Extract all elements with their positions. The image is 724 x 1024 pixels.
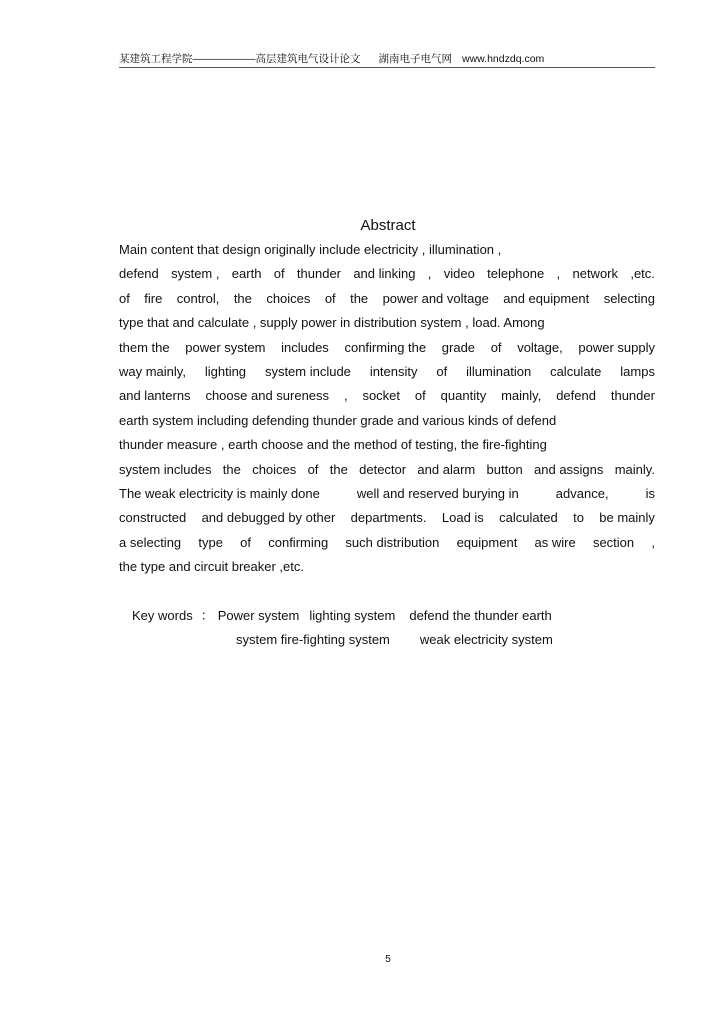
header-title: 某建筑工程学院——————高层建筑电气设计论文 — [119, 53, 361, 65]
abstract-text: control, — [176, 291, 220, 306]
abstract-text: of — [240, 535, 252, 550]
abstract-text: the — [350, 291, 369, 306]
abstract-text: way mainly, — [119, 364, 186, 379]
keyword-item: Power system — [217, 608, 300, 623]
header-site-name: 湖南电子电气网 — [378, 53, 452, 65]
abstract-line — [119, 388, 655, 404]
abstract-text: video — [443, 266, 475, 281]
abstract-line — [119, 291, 655, 307]
abstract-text: mainly, — [501, 388, 542, 403]
abstract-text: the — [233, 291, 252, 306]
abstract-text: is — [645, 486, 655, 501]
abstract-text: of — [324, 291, 336, 306]
abstract-text: telephone — [487, 266, 545, 281]
abstract-heading: Abstract — [360, 217, 416, 234]
abstract-line — [119, 413, 556, 429]
abstract-text: and assigns — [534, 462, 604, 477]
abstract-text: quantity — [440, 388, 487, 403]
abstract-text: mainly. — [614, 462, 655, 477]
running-header — [119, 52, 655, 68]
abstract-text: constructed — [119, 510, 187, 525]
abstract-text: power supply — [578, 340, 655, 355]
abstract-text: confirming the — [344, 340, 427, 355]
keywords-label: Key words — [132, 608, 193, 623]
keywords-separator: ： — [200, 608, 214, 623]
abstract-text: choose and sureness — [205, 388, 330, 403]
abstract-line — [119, 437, 547, 453]
abstract-text: to — [573, 510, 584, 525]
abstract-text: them the — [119, 340, 170, 355]
abstract-line — [119, 510, 655, 526]
abstract-text: the — [222, 462, 241, 477]
abstract-text: type — [198, 535, 223, 550]
abstract-text: , — [343, 388, 348, 403]
abstract-line — [119, 266, 655, 282]
abstract-text: system , — [171, 266, 220, 281]
abstract-text: defend — [119, 266, 159, 281]
abstract-text: equipment — [456, 535, 518, 550]
abstract-text: lamps — [620, 364, 655, 379]
abstract-line — [119, 340, 655, 356]
abstract-text: earth — [231, 266, 262, 281]
abstract-text: of — [436, 364, 448, 379]
header-divider — [119, 67, 655, 68]
abstract-text: , — [651, 535, 655, 550]
abstract-text: and linking — [353, 266, 416, 281]
abstract-line — [119, 462, 655, 478]
abstract-text: calculate — [550, 364, 602, 379]
abstract-text: and debugged by other — [201, 510, 336, 525]
abstract-text: choices — [266, 291, 311, 306]
abstract-text: and alarm — [417, 462, 476, 477]
abstract-text: system includes — [119, 462, 212, 477]
header-url: www.hndzdq.com — [462, 53, 545, 65]
abstract-text: such distribution — [345, 535, 440, 550]
abstract-text: calculated — [499, 510, 558, 525]
abstract-text: thunder — [610, 388, 655, 403]
abstract-text: Main content that design originally include electricity , illumination , — [119, 242, 502, 257]
abstract-text: power and voltage — [382, 291, 489, 306]
abstract-text: grade — [441, 340, 476, 355]
abstract-text: well and reserved burying in — [356, 486, 519, 501]
abstract-text: thunder measure , earth choose and the method of testing, the fire-fighting — [119, 437, 547, 452]
abstract-text: as wire — [534, 535, 576, 550]
abstract-text: thunder — [296, 266, 341, 281]
abstract-text: and lanterns — [119, 388, 191, 403]
abstract-line — [119, 559, 304, 575]
abstract-text: Load is — [441, 510, 484, 525]
abstract-text: voltage, — [517, 340, 563, 355]
abstract-text: intensity — [369, 364, 418, 379]
keywords-line-1 — [132, 608, 552, 624]
keywords-line-2 — [236, 632, 553, 648]
abstract-text: button — [486, 462, 523, 477]
keyword-item: defend the thunder earth — [409, 608, 552, 623]
abstract-text: network — [572, 266, 619, 281]
abstract-text: departments. — [350, 510, 427, 525]
abstract-text: system include — [264, 364, 351, 379]
abstract-text: includes — [281, 340, 329, 355]
keyword-item: weak electricity system — [419, 632, 553, 647]
abstract-text: a selecting — [119, 535, 182, 550]
abstract-text: of — [119, 291, 130, 306]
abstract-line — [119, 364, 655, 380]
keyword-item: lighting system — [309, 608, 396, 623]
abstract-line — [119, 242, 501, 258]
abstract-text: type that and calculate , supply power in distribution system , load. Among — [119, 315, 545, 330]
abstract-text: socket — [362, 388, 401, 403]
abstract-text: power system — [185, 340, 266, 355]
abstract-text: selecting — [603, 291, 655, 306]
abstract-line — [119, 315, 545, 331]
abstract-text: lighting — [204, 364, 247, 379]
abstract-text: advance, — [555, 486, 609, 501]
abstract-text: confirming — [268, 535, 329, 550]
abstract-text: of — [490, 340, 502, 355]
abstract-text: ,etc. — [630, 266, 655, 281]
abstract-text: the type and circuit breaker ,etc. — [119, 559, 304, 574]
abstract-text: of — [273, 266, 285, 281]
abstract-text: of — [414, 388, 426, 403]
abstract-text: The weak electricity is mainly done — [119, 486, 320, 501]
page-number: 5 — [385, 954, 391, 965]
abstract-text: earth system including defending thunder grade and various kinds of defend — [119, 413, 557, 428]
abstract-text: of — [307, 462, 319, 477]
abstract-text: the — [329, 462, 348, 477]
abstract-text: and equipment — [503, 291, 590, 306]
abstract-text: detector — [359, 462, 407, 477]
abstract-text: defend — [556, 388, 596, 403]
keyword-item: system fire-fighting system — [236, 632, 390, 647]
abstract-text: , — [556, 266, 561, 281]
abstract-line — [119, 535, 655, 551]
abstract-text: choices — [252, 462, 297, 477]
abstract-text: , — [427, 266, 432, 281]
abstract-line — [119, 486, 655, 502]
abstract-text: be mainly — [599, 510, 655, 525]
abstract-text: fire — [144, 291, 163, 306]
abstract-text: illumination — [466, 364, 532, 379]
abstract-text: section — [592, 535, 635, 550]
